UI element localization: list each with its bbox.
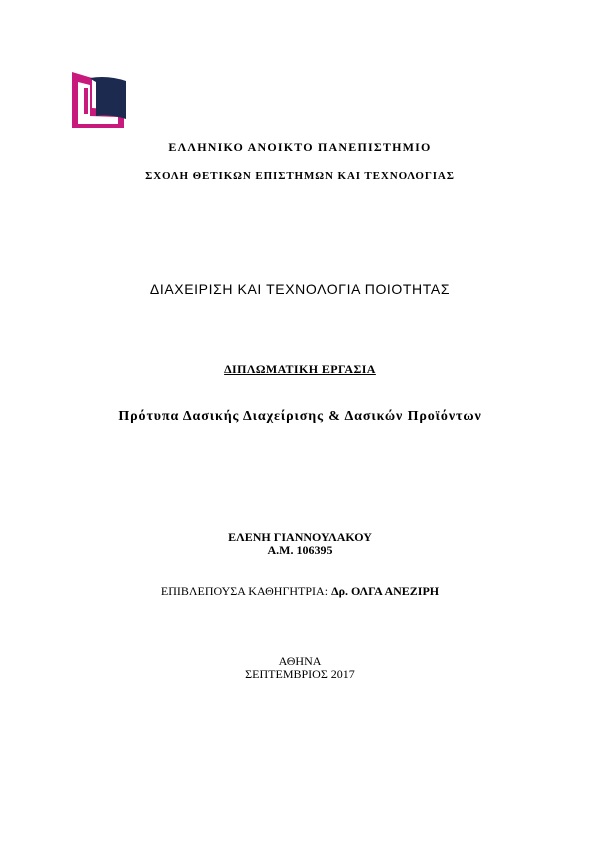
author-name: ΕΛΕΝΗ ΓΙΑΝΝΟΥΛΑΚΟΥ [228, 530, 372, 544]
thesis-title: Πρότυπα Δασικής Διαχείρισης & Δασικών Προϊόντων [118, 409, 482, 424]
supervisor-label: ΕΠΙΒΛΕΠΟΥΣΑ ΚΑΘΗΓΗΤΡΙΑ: [160, 584, 332, 598]
school-name: ΣΧΟΛΗ ΘΕΤΙΚΩΝ ΕΠΙΣΤΗΜΩΝ ΚΑΙ ΤΕΧΝΟΛΟΓΙΑΣ [145, 170, 455, 182]
program-name: ΔΙΑΧΕΙΡΙΣΗ ΚΑΙ ΤΕΧΝΟΛΟΓΙΑ ΠΟΙΟΤΗΤΑΣ [149, 281, 451, 297]
document-type: ΔΙΠΛΩΜΑΤΙΚΗ ΕΡΓΑΣΙΑ [224, 362, 376, 376]
university-name: ΕΛΛΗΝΙΚΟ ΑΝΟΙΚΤΟ ΠΑΝΕΠΙΣΤΗΜΙΟ [168, 140, 432, 154]
student-id: Α.Μ. 106395 [267, 543, 333, 557]
city: ΑΘΗΝΑ [278, 654, 322, 668]
supervisor-line [0, 584, 600, 599]
university-logo-icon [72, 72, 126, 128]
date: ΣΕΠΤΕΜΒΡΙΟΣ 2017 [245, 667, 355, 681]
supervisor-name: Δρ. ΟΛΓΑ ΑΝΕΖΙΡΗ [331, 584, 440, 598]
